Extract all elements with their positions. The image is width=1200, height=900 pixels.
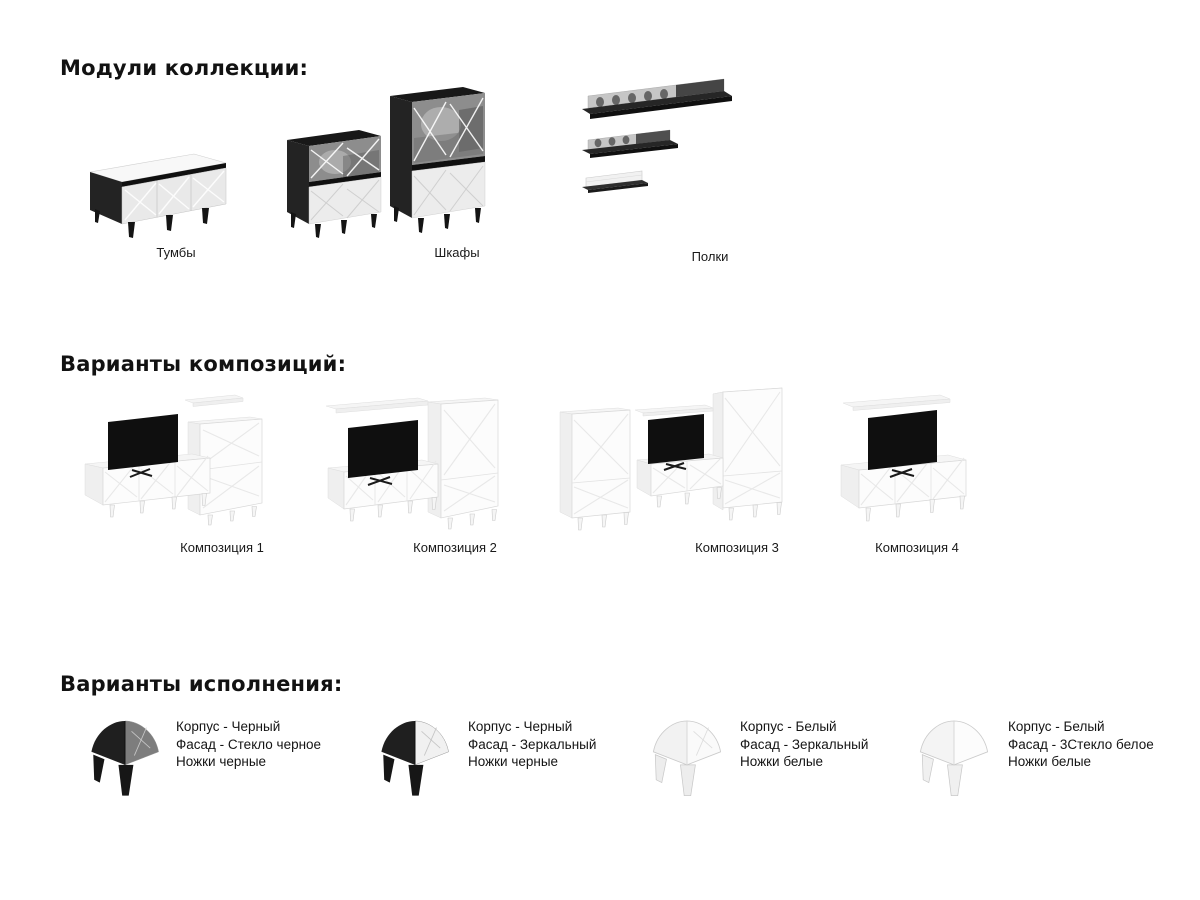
finish-4-line-body: Корпус - Белый xyxy=(1008,719,1105,734)
composition-4-image xyxy=(836,390,996,540)
shelf-medium xyxy=(582,130,678,158)
composition-4-label: Композиция 4 xyxy=(875,540,959,555)
swatch3-leg-left xyxy=(655,755,666,783)
finish-1-line-body: Корпус - Черный xyxy=(176,719,281,734)
finish-swatch-2 xyxy=(373,716,457,810)
module-label-polki: Полки xyxy=(691,249,729,264)
finish-1-line-facade: Фасад - Стекло черное xyxy=(176,736,322,752)
cabinet-large xyxy=(390,87,485,233)
shelf-large xyxy=(582,79,732,119)
swatch3-leg-front xyxy=(680,765,695,796)
finish-3-line-body: Корпус - Белый xyxy=(740,719,837,734)
finish-1-line-legs: Ножки черные xyxy=(176,754,267,769)
tv-stand-module-image xyxy=(82,150,232,242)
shelf-small xyxy=(582,171,648,193)
finish-2-line-facade: Фасад - Зеркальный xyxy=(468,736,597,752)
finish-3-line-facade: Фасад - Зеркальный xyxy=(740,736,869,752)
finish-text-4 xyxy=(1008,718,1154,771)
cabinet-small xyxy=(287,130,381,238)
swatch2-facade xyxy=(415,721,449,765)
finish-4-line-legs: Ножки белые xyxy=(1008,754,1092,769)
finish-4-line-facade: Фасад - 3Стекло белое xyxy=(1008,736,1154,752)
compositions-heading: Варианты композиций: xyxy=(60,352,347,376)
module-label-tumby: Тумбы xyxy=(156,245,196,260)
composition-3-image xyxy=(552,386,792,538)
swatch4-leg-left xyxy=(922,755,933,783)
comp2-shelf xyxy=(326,398,428,413)
finish-text-1 xyxy=(176,718,321,771)
comp1-shelf xyxy=(185,395,243,407)
finish-swatch-1 xyxy=(83,716,167,810)
swatch4-leg-front xyxy=(947,765,962,796)
modules-heading: Модули коллекции: xyxy=(60,56,309,80)
composition-2-image xyxy=(322,392,532,540)
composition-2-label: Композиция 2 xyxy=(413,540,497,555)
finish-swatch-3 xyxy=(645,716,729,810)
composition-3-label: Композиция 3 xyxy=(695,540,779,555)
comp3-cabinet-left xyxy=(560,408,630,530)
finish-swatch-4 xyxy=(912,716,996,810)
shelves-module-image xyxy=(578,78,738,208)
swatch1-leg-left xyxy=(93,755,104,783)
composition-1-label: Композиция 1 xyxy=(180,540,264,555)
finish-text-2 xyxy=(468,718,596,771)
swatch1-leg-front xyxy=(118,765,133,796)
composition-1-image xyxy=(80,392,300,540)
finish-3-line-legs: Ножки белые xyxy=(740,754,824,769)
comp4-shelf xyxy=(843,395,950,411)
finishes-heading: Варианты исполнения: xyxy=(60,672,343,696)
swatch3-facade xyxy=(687,721,721,765)
swatch1-facade xyxy=(125,721,159,765)
module-label-shkafy: Шкафы xyxy=(434,245,480,260)
swatch2-leg-front xyxy=(408,765,423,796)
cabinets-module-image xyxy=(283,78,493,242)
swatch2-leg-left xyxy=(383,755,394,783)
comp3-cabinet-right xyxy=(713,388,782,520)
swatch4-facade xyxy=(954,721,988,765)
finish-2-line-legs: Ножки черные xyxy=(468,754,559,769)
finish-2-line-body: Корпус - Черный xyxy=(468,719,573,734)
finish-text-3 xyxy=(740,718,868,771)
comp2-cabinet xyxy=(428,398,498,529)
